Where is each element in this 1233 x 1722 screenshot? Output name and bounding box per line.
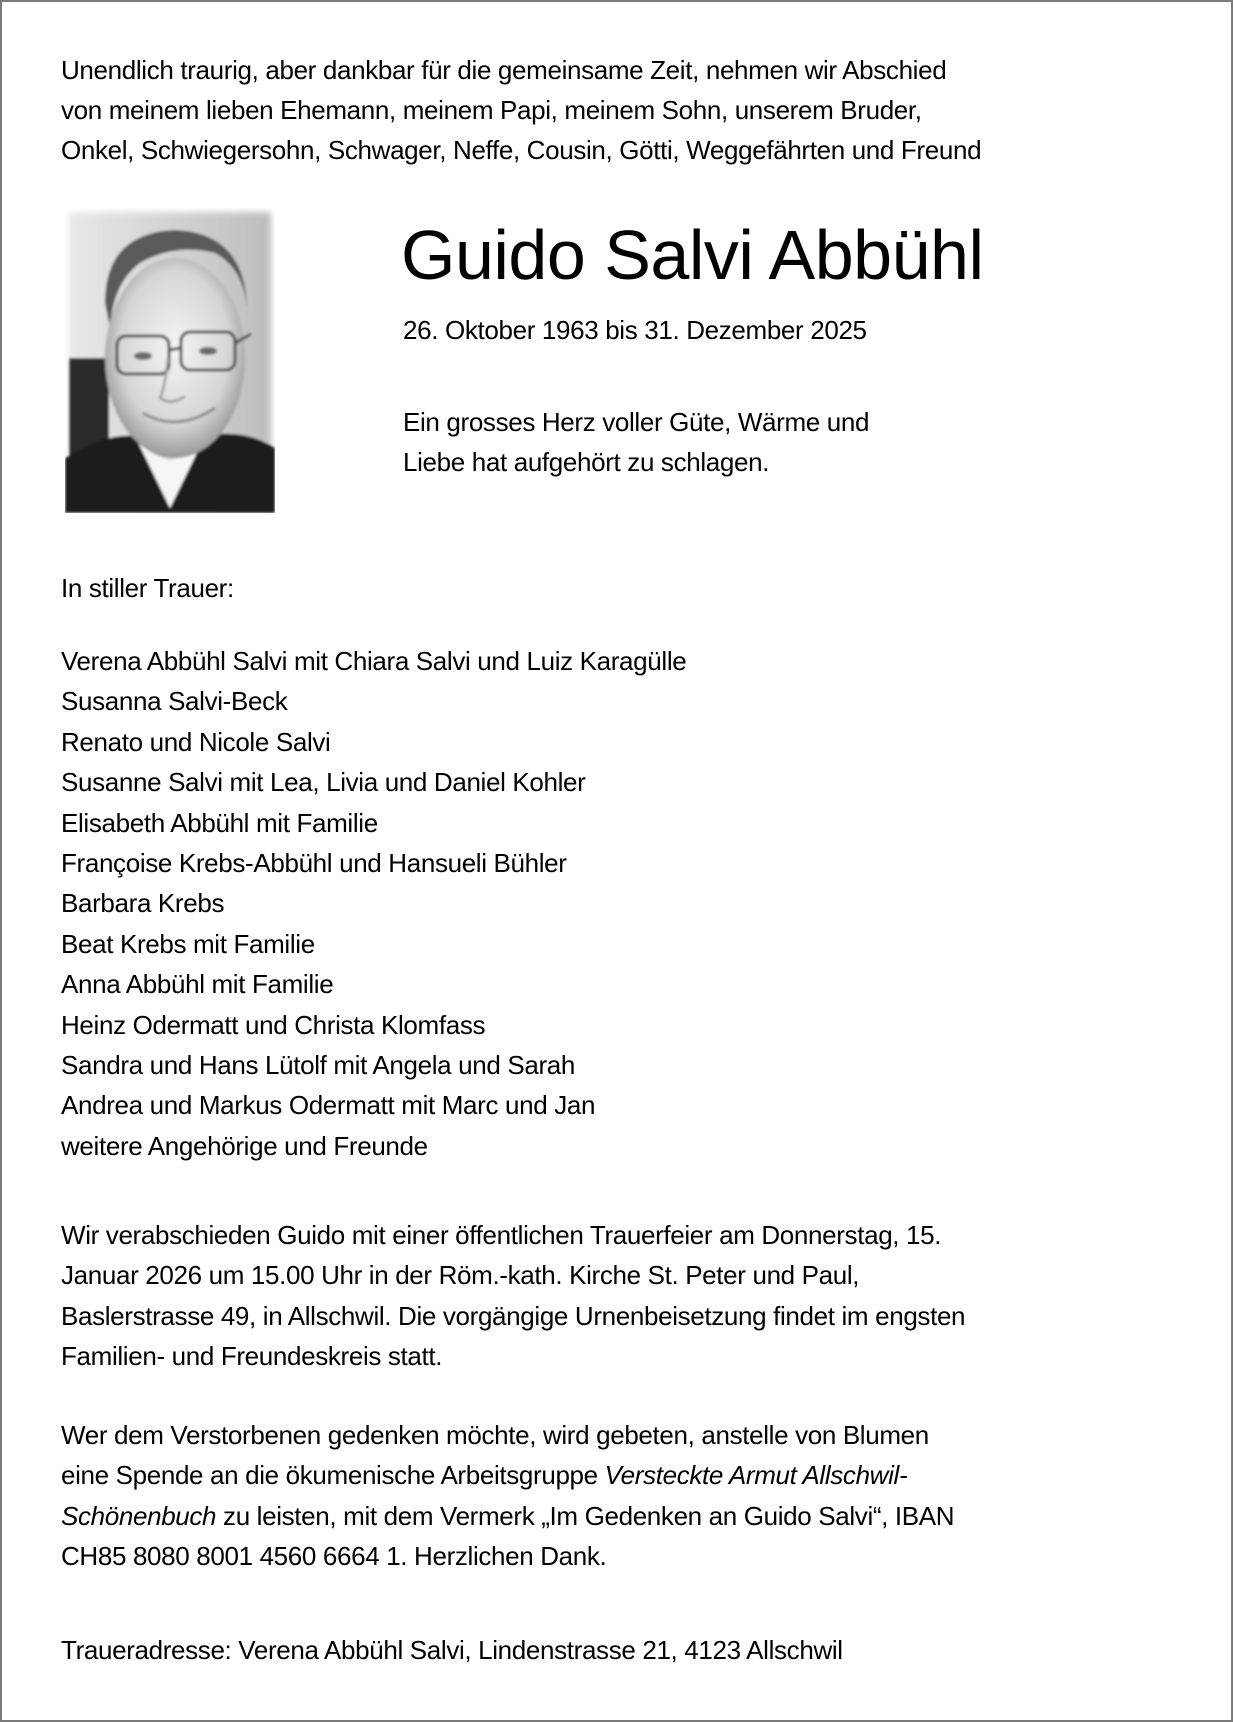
mourner-entry: Susanne Salvi mit Lea, Livia und Daniel Kohler <box>61 767 586 798</box>
intro-line: Onkel, Schwiegersohn, Schwager, Neffe, Cousin, Götti, Weggefährten und Freund <box>61 135 982 165</box>
intro-line: Unendlich traurig, aber dankbar für die gemeinsame Zeit, nehmen wir Abschied <box>61 55 947 85</box>
life-dates: 26. Oktober 1963 bis 31. Dezember 2025 <box>403 315 867 345</box>
tribute-text <box>403 402 869 482</box>
mourner-entry: Renato und Nicole Salvi <box>61 726 331 757</box>
charity-name: Versteckte Armut Allschwil- <box>604 1460 908 1491</box>
mourners-list <box>61 641 686 1166</box>
mourning-address: Traueradresse: Verena Abbühl Salvi, Lindenstrasse 21, 4123 Allschwil <box>61 1635 843 1665</box>
tribute-line: Liebe hat aufgehört zu schlagen. <box>403 447 770 477</box>
donation-line <box>61 1455 954 1495</box>
donation-line <box>61 1496 954 1536</box>
iban-line: CH85 8080 8001 4560 6664 1. Herzlichen Dank. <box>61 1541 607 1572</box>
ceremony-line: Wir verabschieden Guido mit einer öffentlichen Trauerfeier am Donnerstag, 15. <box>61 1220 942 1250</box>
mourner-entry: Beat Krebs mit Familie <box>61 928 315 959</box>
mourner-entry: Elisabeth Abbühl mit Familie <box>61 807 378 838</box>
donation-paragraph <box>61 1415 954 1577</box>
portrait-photo <box>65 208 275 513</box>
ceremony-paragraph <box>61 1215 965 1377</box>
mourner-entry: Verena Abbühl Salvi mit Chiara Salvi und Luiz Karagülle <box>61 646 687 676</box>
intro-paragraph <box>61 50 981 170</box>
mourner-entry: Heinz Odermatt und Christa Klomfass <box>61 1009 486 1040</box>
donation-text: zu leisten, mit dem Vermerk „Im Gedenken an Guido Salvi“, IBAN <box>216 1500 955 1531</box>
mourner-entry: weitere Angehörige und Freunde <box>61 1130 428 1161</box>
mourner-entry: Sandra und Hans Lütolf mit Angela und Sarah <box>61 1049 575 1080</box>
tribute-line: Ein grosses Herz voller Güte, Wärme und <box>403 407 870 437</box>
mourners-label: In stiller Trauer: <box>61 573 234 603</box>
deceased-name: Guido Salvi Abbühl <box>401 216 984 294</box>
ceremony-line: Baslerstrasse 49, in Allschwil. Die vorgängige Urnenbeisetzung findet im engsten <box>61 1300 966 1331</box>
mourner-entry: Andrea und Markus Odermatt mit Marc und Jan <box>61 1090 596 1121</box>
ceremony-line: Januar 2026 um 15.00 Uhr in der Röm.-kath. Kirche St. Peter und Paul, <box>61 1260 860 1291</box>
charity-name: Schönenbuch <box>61 1500 217 1531</box>
mourner-entry: Françoise Krebs-Abbühl und Hansueli Bühler <box>61 847 567 878</box>
ceremony-line: Familien- und Freundeskreis statt. <box>61 1341 443 1372</box>
donation-text: eine Spende an die ökumenische Arbeitsgruppe <box>61 1460 605 1491</box>
donation-line: Wer dem Verstorbenen gedenken möchte, wird gebeten, anstelle von Blumen <box>61 1420 929 1450</box>
mourner-entry: Barbara Krebs <box>61 888 225 919</box>
intro-line: von meinem lieben Ehemann, meinem Papi, meinem Sohn, unserem Bruder, <box>61 95 922 125</box>
mourner-entry: Anna Abbühl mit Familie <box>61 969 334 1000</box>
mourner-entry: Susanna Salvi-Beck <box>61 686 288 717</box>
